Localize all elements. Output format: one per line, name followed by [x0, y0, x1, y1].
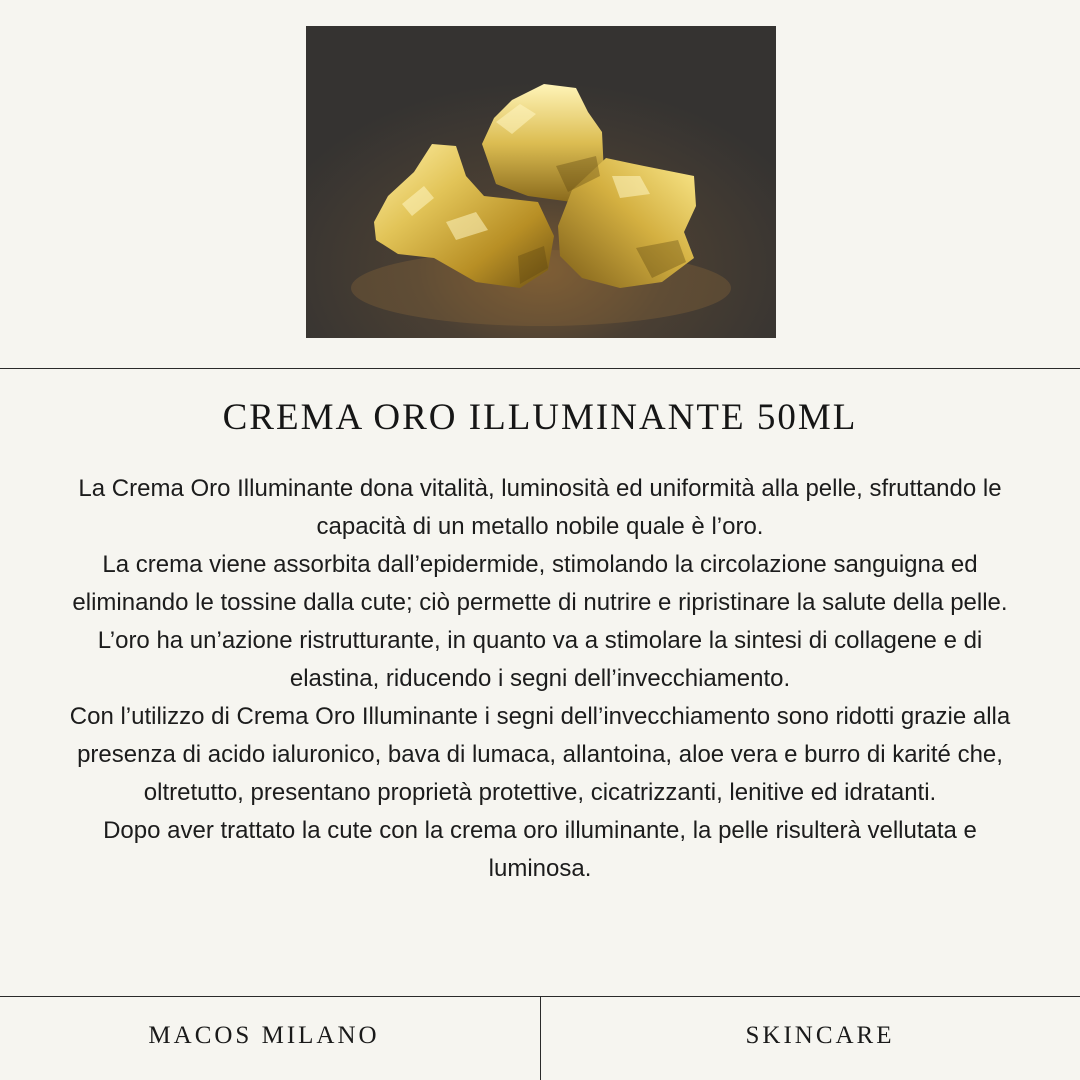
brand-name: MACOS MILANO: [148, 1022, 380, 1049]
description-paragraph: Con l’utilizzo di Crema Oro Illuminante i segni dell’invecchiamento sono ridotti grazie alla presenza di acido ialuronico, bava di lumaca, allantoina, aloe vera e burro di karité che, oltretutto, presentano proprietà protettive, cicatrizzanti, lenitive ed idratanti.: [69, 703, 1011, 806]
top-divider: [0, 368, 1080, 369]
description-paragraph: La crema viene assorbita dall’epidermide, stimolando la circolazione sanguigna ed eliminando le tossine dalla cute; ciò permette di nutrire e ripristinare la salute della pelle.: [72, 551, 1008, 616]
category-label: SKINCARE: [745, 1022, 895, 1049]
product-description: [60, 470, 1020, 888]
description-paragraph: La Crema Oro Illuminante dona vitalità, luminosità ed uniformità alla pelle, sfruttando le capacità di un metallo nobile quale è l’oro.: [78, 475, 1002, 540]
description-paragraph: Dopo aver trattato la cute con la crema oro illuminante, la pelle risulterà vellutata e luminosa.: [103, 817, 977, 882]
description-paragraph: L’oro ha un’azione ristrutturante, in quanto va a stimolare la sintesi di collagene e di elastina, riducendo i segni dell’invecchiamento.: [97, 627, 983, 692]
product-title: CREMA ORO ILLUMINANTE 50ML: [222, 397, 858, 438]
footer-divider: [540, 996, 541, 1080]
product-image: [306, 26, 776, 338]
gold-nuggets-illustration: [306, 26, 776, 338]
